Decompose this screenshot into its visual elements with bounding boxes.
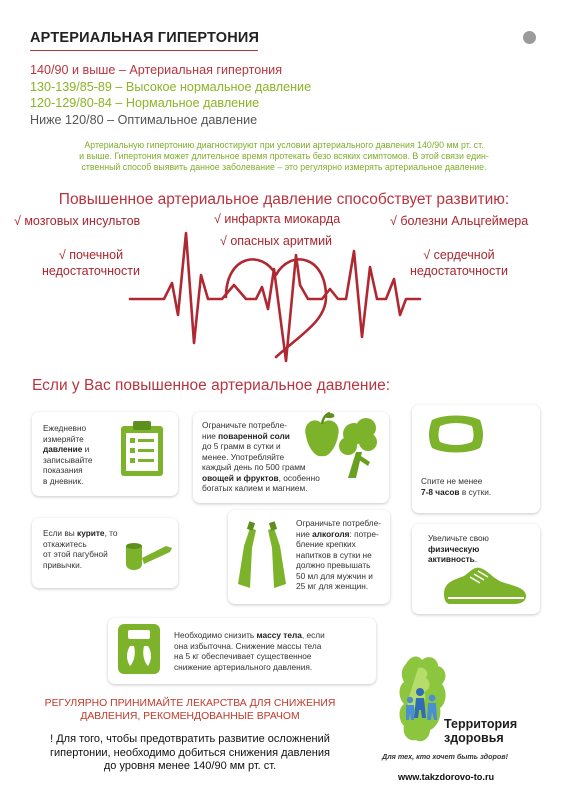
target-pressure-note: ! Для того, чтобы предотвратить развитие осложнений гипертонии, необходимо добиться снижения давления до уровня менее 140/90 мм рт. ст. [50, 733, 330, 772]
advice-salt-text: Ограничьте потребле- ние поваренной соли до 5 грамм в сутки и менее. Употребляйте каждый день по 500 грамм овощей и фруктов, особенно богатых калием и магнием. [202, 420, 320, 493]
logo-tagline: Для тех, кто хочет быть здоров! [382, 752, 508, 761]
pressure-level-high-normal: 130-139/85-89 – Высокое нормальное давление [30, 79, 312, 94]
apple-broccoli-icon [298, 408, 382, 480]
clipboard-checklist-icon [118, 420, 166, 478]
advice-weight-text: Необходимо снизить массу тела, если она избыточна. Снижение массы тела на 5 кг обеспечивает существенное снижение артериального давления. [174, 630, 325, 672]
advice-heading: Если у Вас повышенное артериальное давление: [32, 377, 391, 394]
risk-heart-failure: √ сердечной недостаточности [410, 248, 508, 278]
sneaker-icon [440, 564, 530, 606]
page-title: АРТЕРИАЛЬНАЯ ГИПЕРТОНИЯ [30, 30, 260, 46]
title-underline [30, 50, 258, 51]
pressure-level-optimal: Ниже 120/80 – Оптимальное давление [30, 112, 258, 127]
risk-arrhythmia: √ опасных аритмий [220, 234, 333, 248]
risk-alzheimer: √ болезни Альцгеймера [390, 214, 529, 228]
advice-activity-text: Увеличьте свою физическую активность. [428, 533, 489, 564]
pressure-level-normal: 120-129/80-84 – Нормальное давление [30, 96, 260, 110]
risk-heart-attack: √ инфаркта миокарда [214, 212, 341, 226]
advice-smoking-text: Если вы курите, то откажитесь от этой пагубной привычки. [43, 528, 118, 570]
smoking-pipe-icon [120, 534, 176, 574]
risk-kidney-failure: √ почечной недостаточности [42, 248, 140, 278]
pressure-levels-list [30, 62, 311, 128]
logo-name: Территория здоровья [444, 717, 518, 745]
medication-reminder: РЕГУЛЯРНО ПРИНИМАЙТЕ ЛЕКАРСТВА ДЛЯ СНИЖЕНИЯ ДАВЛЕНИЯ, РЕКОМЕНДОВАННЫЕ ВРАЧОМ [44, 698, 336, 722]
gray-dot-icon [523, 31, 536, 44]
risks-heading: Повышенное артериальное давление способствует развитию: [58, 191, 510, 208]
wine-bottles-icon [236, 520, 288, 590]
pillow-icon [428, 412, 484, 456]
advice-alcohol-text: Ограничьте потребле- ние алкоголя: потре- бление крепких напитков в сутки не должно превышать 50 мл для мужчин и 25 мг для женщин. [296, 518, 382, 591]
advice-measure-text: Ежедневно измеряйте давление и записывайте показания в дневник. [43, 423, 93, 486]
pressure-level-hypertension: 140/90 и выше – Артериальная гипертония [30, 63, 283, 77]
intro-paragraph: Артериальную гипертонию диагностируют при условии артериального давления 140/90 мм рт. ст. и выше. Гипертония может длительное время протекать безо всяких симптомов. В этой связи един- ственный способ выявить данное заболевание – это регулярно измерять артериальное давление. [79, 140, 489, 172]
website-link[interactable]: www.takzdorovo-to.ru [398, 772, 495, 782]
scale-icon [116, 622, 162, 676]
risk-stroke: √ мозговых инсультов [14, 214, 141, 228]
advice-sleep-text: Спите не менее 7-8 часов в сутки. [421, 476, 492, 497]
